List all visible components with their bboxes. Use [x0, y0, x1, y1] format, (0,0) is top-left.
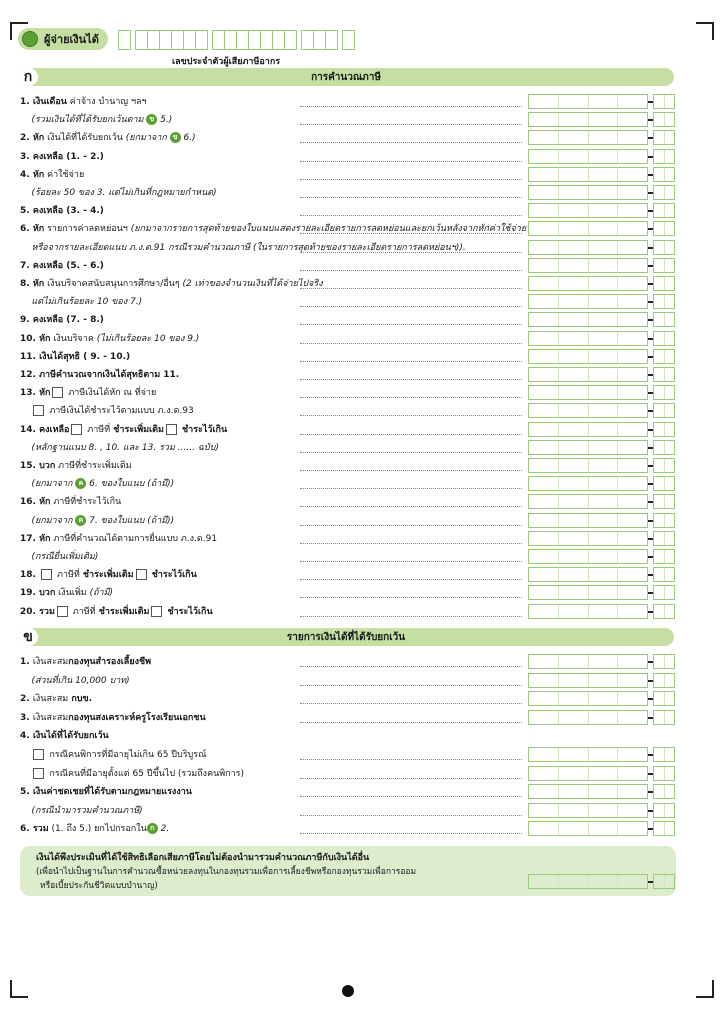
section-b-item-number: 5.	[20, 787, 33, 798]
section-a-italic-text: หรือจากรายละเอียดแนบ ภ.ง.ด.91 กรณีรวมคำนวณภาษี (ในรายการสุดท้ายของรายละเอียดรายการลดหย่อนฯ)).	[31, 242, 466, 253]
section-a-bold-text: ภาษีคำนวณจากเงินได้สุทธิตาม 11.	[39, 370, 180, 380]
section-a-bold-text: ชำระเพิ่มเติม	[110, 424, 164, 435]
section-b-bold-text: เงินได้ที่ได้รับยกเว้น	[32, 731, 109, 742]
section-a-amount-field[interactable]	[528, 130, 675, 145]
section-a-dot-leader	[300, 396, 522, 398]
section-b-amount-field[interactable]	[528, 710, 675, 725]
section-a-indent	[20, 406, 31, 416]
section-a-title: การคำนวณภาษี	[311, 72, 381, 83]
section-a-line	[20, 586, 113, 600]
section-a-italic-text: (หลักฐานแนบ 8. , 10. และ 13. รวม ...... ฉบับ)	[31, 442, 219, 453]
section-a-line	[20, 404, 194, 418]
section-a-bold-text: หัก	[39, 388, 51, 399]
section-a-italic-text: (ยกมาจากรายการสุดท้ายของใบแนบแสดงรายละเอียดรายการลดหย่อนและยกเว้นหลังจากหักค่าใช้จ่าย	[127, 224, 527, 235]
section-a-text: ภาษีที่ชำระเพิ่มเติม	[55, 461, 132, 471]
taxid-label: เลขประจำตัวผู้เสียภาษีอากร	[172, 57, 281, 67]
section-a-line	[20, 277, 323, 291]
section-a-amount-field[interactable]	[528, 331, 675, 346]
section-a-item-number: 17.	[20, 533, 40, 544]
section-a-amount-field[interactable]	[528, 403, 675, 418]
section-a-amount-field[interactable]	[528, 94, 675, 109]
section-b-line	[20, 748, 206, 762]
section-b-text: (1. ถึง 5.) ยกไปกรอกใน	[48, 824, 147, 835]
section-b-item-number: 4.	[20, 731, 33, 742]
registration-dot	[342, 985, 354, 997]
section-a-italic-text: (2 เท่าของจำนวนเงินที่ได้จ่ายไปจริง	[179, 279, 323, 289]
section-b-dot-leader	[300, 814, 522, 816]
section-a-amount-field[interactable]	[528, 549, 675, 564]
section-a-line	[20, 168, 84, 182]
section-b-checkbox[interactable]	[33, 768, 44, 779]
section-b-text: เงินสะสม	[32, 657, 69, 667]
section-a-line	[20, 568, 197, 582]
section-b-dot-leader	[300, 777, 522, 779]
section-b-amount-field[interactable]	[528, 691, 675, 706]
section-a-dot-leader	[300, 505, 522, 507]
section-a-bold-text: หัก	[39, 333, 51, 344]
section-a-bold-text: หัก	[32, 169, 45, 180]
taxid-field[interactable]	[118, 30, 355, 50]
section-a-item-number: 15.	[20, 461, 40, 471]
section-a-line	[20, 550, 98, 564]
section-a-item-number: 19.	[20, 588, 40, 599]
section-a-bold-text: บวก	[39, 461, 56, 471]
section-a-dot-leader	[300, 469, 522, 471]
section-a-section-badge: ข	[170, 132, 181, 143]
section-a-dot-leader	[300, 178, 522, 180]
section-a-text: ภาษีที่ชำระไว้เกิน	[50, 497, 122, 508]
section-a-item-number: 20.	[20, 606, 40, 617]
section-b-line	[20, 711, 206, 725]
section-a-italic-text: (ยกมาจาก	[31, 515, 76, 526]
section-b-line	[20, 655, 151, 669]
section-a-item-number: 5.	[20, 206, 33, 217]
section-a-amount-field[interactable]	[528, 276, 675, 291]
section-a-checkbox[interactable]	[57, 606, 68, 617]
section-b-dot-leader	[300, 795, 522, 797]
green-ball-icon	[22, 31, 38, 47]
section-b-text: เงินสะสม	[32, 694, 69, 705]
section-a-amount-field[interactable]	[528, 531, 675, 546]
section-a-item-number: 14.	[20, 424, 40, 435]
section-a-amount-field[interactable]	[528, 367, 675, 382]
section-a-line	[20, 186, 217, 200]
section-b-section-badge: ก	[147, 823, 158, 834]
section-a-bold-text: เงินเดือน	[32, 97, 67, 107]
section-a-bold-text: ชำระไว้เกิน	[178, 424, 228, 435]
section-a-text: ภาษีเงินได้หัก ณ ที่จ่าย	[65, 388, 157, 399]
section-a-dot-leader	[300, 360, 522, 362]
section-b-amount-field[interactable]	[528, 784, 675, 799]
bottom-note-line-1: เงินได้พึงประเมินที่ได้ใช้สิทธิเลือกเสียภาษีโดยไม่ต้องนำมารวมคำนวณภาษีกับเงินได้อื่น	[36, 853, 370, 863]
section-b-indent	[20, 769, 31, 779]
section-a-bold-text: รวม	[39, 606, 55, 617]
section-a-amount-field[interactable]	[528, 312, 675, 327]
section-a-dot-leader	[300, 342, 522, 344]
section-b-checkbox[interactable]	[33, 749, 44, 760]
section-a-dot-leader	[300, 524, 522, 526]
section-a-dot-leader	[300, 414, 522, 416]
section-b-dot-leader	[300, 721, 522, 723]
section-a-amount-field[interactable]	[528, 294, 675, 309]
section-b-amount-field[interactable]	[528, 821, 675, 836]
section-a-dot-leader	[300, 105, 522, 107]
section-a-item-number: 9.	[20, 315, 33, 326]
section-b-item-number: 3.	[20, 712, 33, 723]
section-b-indent	[20, 676, 31, 686]
section-a-bold-text: หัก	[39, 497, 51, 508]
section-a-checkbox[interactable]	[41, 569, 52, 580]
section-b-text: กรณีคนที่มีอายุตั้งแต่ 65 ปีขึ้นไป (รวมถึงคนพิการ)	[46, 768, 245, 779]
section-a-item-number: 2.	[20, 133, 33, 144]
section-a-after-text: 6. ของใบแนบ (ถ้ามี))	[86, 479, 175, 490]
section-a-dot-leader	[300, 615, 522, 617]
section-a-amount-field[interactable]	[528, 221, 675, 236]
section-b-text: กรณีคนพิการที่มีอายุไม่เกิน 65 ปีบริบูรณ์	[46, 750, 207, 760]
section-a-bold-text: คงเหลือ (1. - 2.)	[32, 151, 104, 162]
section-a-italic-text: (ไม่เกินร้อยละ 10 ของ 9.)	[93, 333, 200, 344]
crop-mark-bottom-right	[696, 980, 714, 998]
section-a-dot-leader	[300, 196, 522, 198]
section-b-text: เงินสะสม	[32, 712, 69, 723]
section-b-amount-field[interactable]	[528, 766, 675, 781]
section-a-after-text: 6.)	[180, 133, 196, 144]
section-a-item-number: 7.	[20, 260, 33, 271]
section-a-amount-field[interactable]	[528, 203, 675, 218]
section-a-amount-field[interactable]	[528, 458, 675, 473]
section-b-line	[20, 692, 92, 706]
section-a-text: ภาษีเงินได้ชำระไว้ตามแบบ ภ.ง.ด.93	[46, 406, 194, 417]
section-b-line	[20, 674, 130, 688]
section-b-amount-field[interactable]	[528, 803, 675, 818]
section-b-bold-text: กองทุนสำรองเลี้ยงชีพ	[68, 657, 152, 667]
section-b-dot-leader	[300, 684, 522, 686]
section-a-line	[20, 605, 213, 619]
section-a-text: ภาษีที่	[84, 424, 111, 435]
section-a-amount-field[interactable]	[528, 112, 675, 127]
section-a-dot-leader	[300, 141, 522, 143]
section-a-indent	[20, 443, 31, 453]
section-a-dot-leader	[300, 123, 522, 125]
section-a-bold-text: ชำระไว้เกิน	[164, 606, 213, 617]
section-a-text: เงินได้ที่ได้รับยกเว้น	[44, 133, 123, 144]
section-a-after-text: 5.)	[157, 115, 173, 126]
section-b-bold-text: รวม	[32, 824, 49, 835]
section-a-item-number: 13.	[20, 388, 40, 399]
section-a-bold-text: หัก	[32, 279, 45, 289]
section-a-line	[20, 332, 199, 346]
section-a-item-number: 4.	[20, 169, 33, 180]
section-a-amount-field[interactable]	[528, 604, 675, 619]
section-b-bold-text: เงินค่าชดเชยที่ได้รับตามกฎหมายแรงงาน	[32, 787, 192, 798]
section-a-item-number: 16.	[20, 497, 40, 508]
section-a-item-number: 12.	[20, 370, 40, 380]
section-b-item-number: 6.	[20, 824, 33, 835]
section-a-bold-text: หัก	[32, 133, 45, 144]
section-a-section-badge: ค	[75, 515, 86, 526]
section-a-amount-field[interactable]	[528, 240, 675, 255]
section-b-indent	[20, 806, 31, 816]
section-b-dot-leader	[300, 665, 522, 667]
section-a-italic-text: แต่ไม่เกินร้อยละ 10 ของ 7.)	[31, 297, 143, 308]
section-a-indent	[20, 243, 31, 253]
taxid-group-3[interactable]	[212, 30, 297, 50]
section-b-item-number: 1.	[20, 657, 33, 667]
section-a-dot-leader	[300, 560, 522, 562]
section-a-bold-text: ชำระเพิ่มเติม	[79, 570, 134, 581]
section-a-bold-text: คงเหลือ (5. - 6.)	[32, 260, 104, 271]
payer-label: ผู้จ่ายเงินได้	[44, 33, 99, 46]
section-a-text: ภาษีที่คำนวณได้ตามการยื่นแบบ ภ.ง.ด.91	[50, 533, 218, 544]
section-a-line	[20, 441, 219, 455]
section-a-indent	[20, 297, 31, 307]
section-a-indent	[20, 552, 31, 562]
section-a-line	[20, 95, 147, 109]
section-a-dot-leader	[300, 287, 522, 289]
section-a-dot-leader	[300, 433, 522, 435]
section-a-checkbox[interactable]	[166, 424, 177, 435]
section-a-italic-text: (ร้อยละ 50 ของ 3. แต่ไม่เกินที่กฎหมายกำหนด)	[31, 188, 217, 198]
section-a-amount-field[interactable]	[528, 422, 675, 437]
section-b-after-text: 2.	[157, 824, 170, 835]
section-a-dot-leader	[300, 378, 522, 380]
taxid-group-4[interactable]	[301, 30, 338, 50]
taxid-group-1[interactable]	[118, 30, 131, 50]
section-a-text: เงินบริจาค	[50, 333, 94, 344]
section-a-amount-field[interactable]	[528, 513, 675, 528]
section-a-checkbox[interactable]	[52, 387, 63, 398]
section-a-indent	[20, 479, 31, 489]
section-b-bold-text: กองทุนสงเคราะห์ครูโรงเรียนเอกชน	[68, 712, 206, 723]
section-a-dot-leader	[300, 596, 522, 598]
section-a-checkbox[interactable]	[136, 569, 147, 580]
section-a-text: ค่าจ้าง บำนาญ ฯลฯ	[66, 97, 147, 107]
section-a-dot-leader	[300, 451, 522, 453]
section-a-bold-text: คงเหลือ (3. - 4.)	[32, 206, 104, 217]
section-a-dot-leader	[300, 160, 522, 162]
section-a-line	[20, 423, 227, 437]
section-b-dot-leader	[300, 758, 522, 760]
payer-label-pill	[18, 28, 108, 50]
section-a-dot-leader	[300, 578, 522, 580]
section-b-letter: ข	[18, 628, 38, 646]
section-a-line	[20, 386, 156, 400]
section-a-text: รายการค่าลดหย่อนฯ	[44, 224, 128, 235]
section-a-line	[20, 350, 130, 364]
section-b-item-number: 2.	[20, 694, 33, 705]
section-a-indent	[20, 516, 31, 526]
section-a-line	[20, 532, 217, 546]
crop-mark-bottom-left	[10, 980, 28, 998]
section-b-bold-text: กบข.	[68, 694, 93, 705]
section-a-item-number: 18.	[20, 570, 40, 581]
section-a-dot-leader	[300, 251, 522, 253]
section-a-item-number: 8.	[20, 279, 33, 289]
section-a-indent	[20, 188, 31, 198]
section-a-amount-field[interactable]	[528, 349, 675, 364]
section-b-line	[20, 804, 143, 818]
section-a-line	[20, 150, 104, 164]
section-a-item-number: 6.	[20, 224, 33, 235]
section-a-item-number: 11.	[20, 351, 40, 362]
section-a-checkbox[interactable]	[71, 424, 82, 435]
section-a-amount-field[interactable]	[528, 258, 675, 273]
section-a-checkbox[interactable]	[33, 405, 44, 416]
section-a-bold-text: ชำระไว้เกิน	[148, 570, 197, 581]
section-a-line	[20, 313, 104, 327]
section-a-bold-text: เงินได้สุทธิ ( 9. - 10.)	[39, 351, 131, 362]
section-a-dot-leader	[300, 214, 522, 216]
crop-mark-top-right	[696, 22, 714, 40]
section-a-italic-text: (ถ้ามี)	[86, 588, 114, 599]
section-a-line	[20, 295, 142, 309]
section-a-text: ค่าใช้จ่าย	[44, 169, 85, 180]
section-a-line	[20, 131, 196, 145]
section-a-dot-leader	[300, 232, 522, 234]
bottom-note-line-2: (เพื่อนำไปเป็นฐานในการคำนวณซื้อหน่วยลงทุนในกองทุนรวมเพื่อการเลี้ยงชีพหรือกองทุนรวมเพื่อการออม	[36, 867, 417, 877]
section-b-title: รายการเงินได้ที่ได้รับยกเว้น	[286, 632, 406, 643]
section-b-amount-field[interactable]	[528, 654, 675, 669]
section-b-dot-leader	[300, 702, 522, 704]
section-a-amount-field[interactable]	[528, 567, 675, 582]
section-a-letter: ก	[18, 68, 38, 86]
section-a-checkbox[interactable]	[151, 606, 162, 617]
section-a-bold-text: หัก	[32, 224, 45, 235]
section-b-line	[20, 729, 109, 743]
section-b-header	[18, 628, 674, 646]
section-b-dot-leader	[300, 832, 522, 834]
section-b-indent	[20, 750, 31, 760]
section-b-amount-field[interactable]	[528, 747, 675, 762]
section-a-amount-field[interactable]	[528, 476, 675, 491]
section-a-amount-field[interactable]	[528, 494, 675, 509]
section-a-italic-text: (ยกมาจาก	[31, 479, 76, 490]
section-a-italic-text: (กรณียื่นเพิ่มเติม)	[31, 552, 99, 562]
section-a-item-number: 1.	[20, 97, 33, 107]
section-a-bold-text: คงเหลือ	[39, 424, 70, 435]
bottom-note-line-3: หรือเบี้ยประกันชีวิตแบบบำนาญ)	[40, 881, 158, 891]
section-a-amount-field[interactable]	[528, 167, 675, 182]
section-a-italic-text: (ยกมาจาก	[122, 133, 170, 144]
section-a-line	[20, 113, 172, 127]
section-b-amount-field[interactable]	[528, 673, 675, 688]
section-a-bold-text: บวก	[39, 588, 56, 599]
section-a-line	[20, 477, 174, 491]
section-a-dot-leader	[300, 487, 522, 489]
section-a-amount-field[interactable]	[528, 585, 675, 600]
section-a-item-number: 3.	[20, 151, 33, 162]
section-a-line	[20, 514, 174, 528]
section-a-dot-leader	[300, 269, 522, 271]
section-a-header	[18, 68, 674, 86]
section-a-line	[20, 495, 121, 509]
section-a-italic-text: (รวมเงินได้ที่ได้รับยกเว้นตาม	[31, 115, 147, 126]
section-b-line	[20, 767, 244, 781]
section-a-amount-field[interactable]	[528, 385, 675, 400]
taxid-group-5[interactable]	[342, 30, 355, 50]
section-a-dot-leader	[300, 323, 522, 325]
section-a-amount-field[interactable]	[528, 440, 675, 455]
section-a-line	[20, 204, 104, 218]
section-a-text: ภาษีที่	[69, 606, 96, 617]
section-a-amount-field[interactable]	[528, 185, 675, 200]
section-a-line	[20, 368, 179, 382]
section-a-item-number: 10.	[20, 333, 40, 344]
section-a-after-text: 7. ของใบแนบ (ถ้ามี))	[86, 515, 175, 526]
section-a-dot-leader	[300, 305, 522, 307]
section-b-italic-text: (กรณีนำมารวมคำนวณภาษี)	[31, 805, 143, 816]
bottom-amount-field[interactable]	[528, 874, 675, 889]
section-a-line	[20, 459, 132, 473]
section-b-line	[20, 822, 169, 836]
section-a-bold-text: ชำระเพิ่มเติม	[95, 606, 150, 617]
section-a-indent	[20, 115, 31, 125]
section-a-text: ภาษีที่	[54, 570, 80, 581]
section-a-bold-text: หัก	[39, 533, 51, 544]
section-b-line	[20, 785, 192, 799]
section-a-section-badge: ค	[75, 478, 86, 489]
section-a-line	[20, 259, 104, 273]
section-b-italic-text: (ส่วนที่เกิน 10,000 บาท)	[31, 675, 130, 686]
taxid-group-2[interactable]	[135, 30, 208, 50]
section-a-text: เงินเพิ่ม	[55, 588, 87, 599]
section-a-amount-field[interactable]	[528, 149, 675, 164]
section-a-text: เงินบริจาคสนับสนุนการศึกษา/อื่นๆ	[44, 279, 180, 289]
section-a-section-badge: ข	[146, 114, 157, 125]
section-a-dot-leader	[300, 542, 522, 544]
section-a-bold-text: คงเหลือ (7. - 8.)	[32, 315, 104, 326]
